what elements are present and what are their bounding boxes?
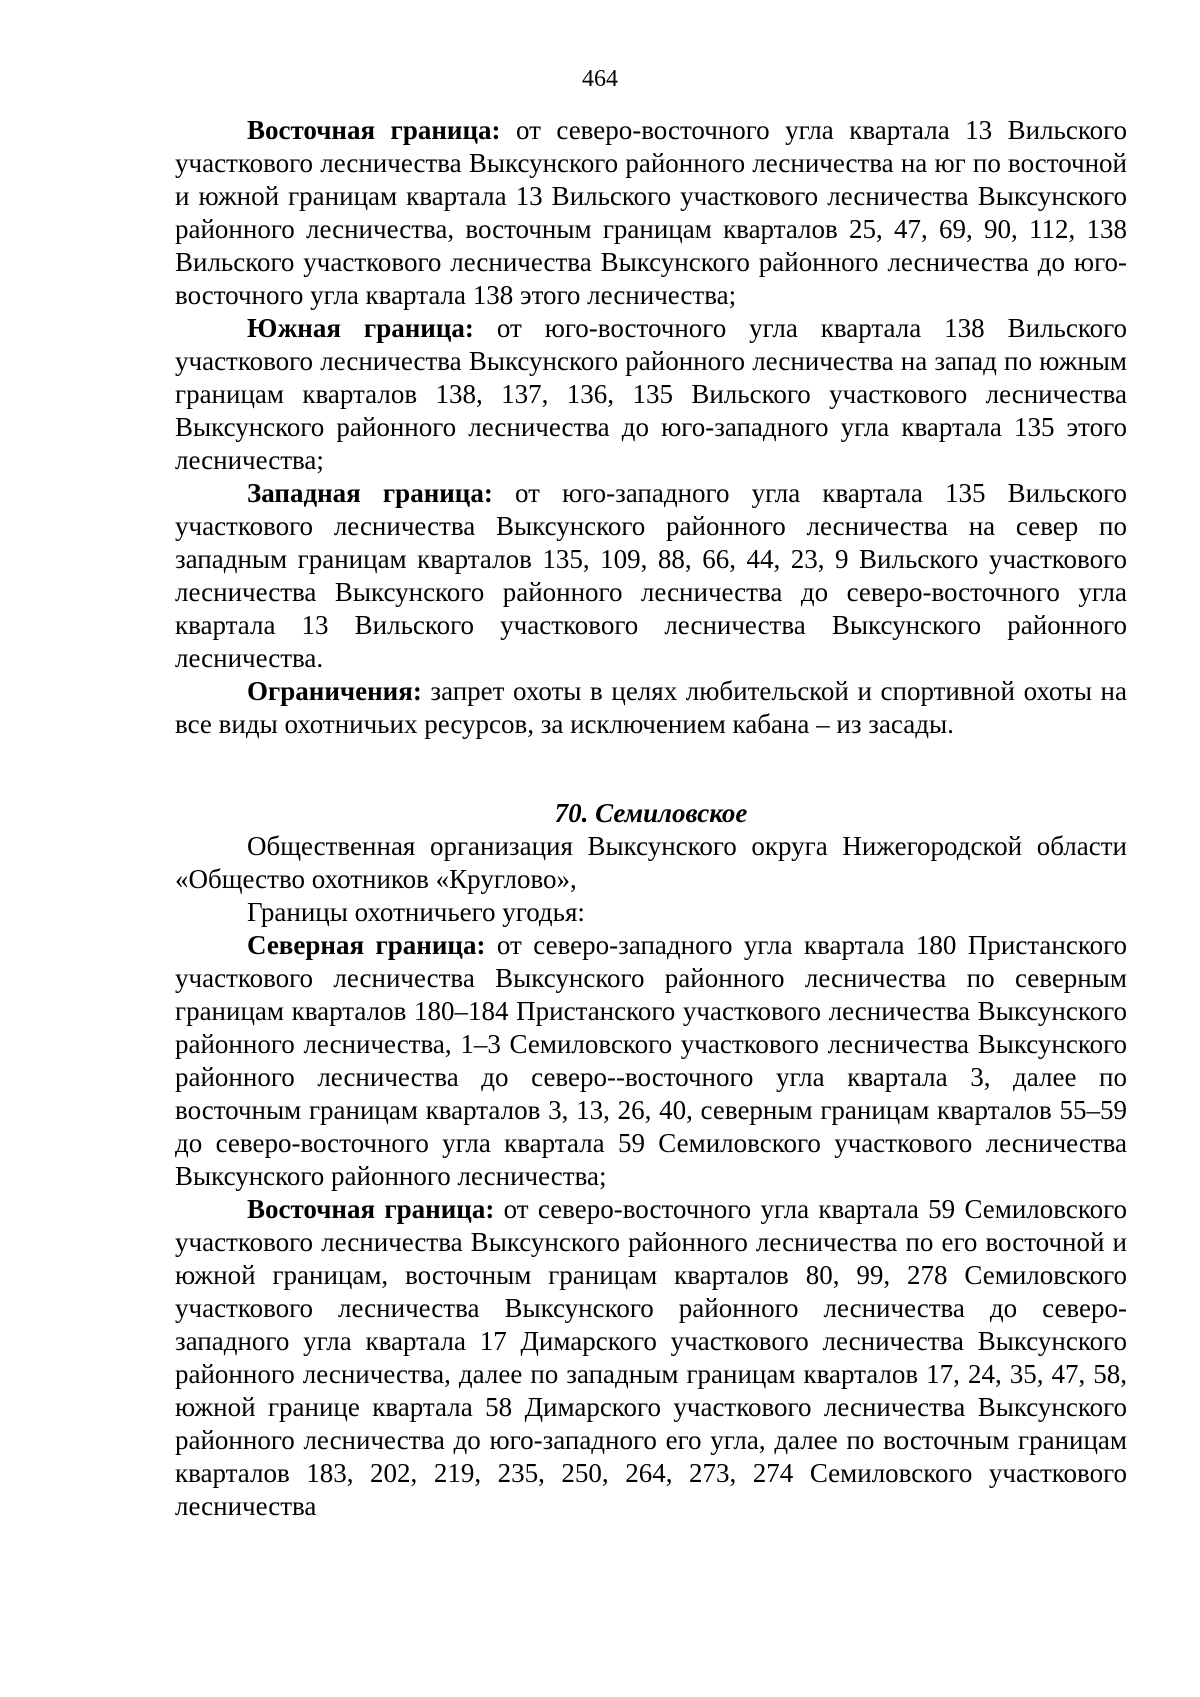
paragraph-text: от юго-западного угла квартала 135 Вильского участкового лесничества Выксунского районного лесничества на север по западным границам кварталов 135, 109, 88, 66, 44, 23, 9 Вильского участкового лесничества Выксунского районного лесничества до северо-восточного угла квартала 13 Вильского участкового лесничества Выксунского районного лесничества. [175, 478, 1127, 673]
paragraph-text: Границы охотничьего угодья: [247, 897, 585, 927]
paragraph-east-border-vilsky [175, 114, 1127, 312]
paragraph-label: Северная граница: [247, 930, 486, 960]
paragraph-label: Восточная граница: [247, 1194, 495, 1224]
paragraph-south-border-vilsky [175, 312, 1127, 477]
paragraph-west-border-vilsky [175, 477, 1127, 675]
paragraph-text: от северо-западного угла квартала 180 Пристанского участкового лесничества Выксунского районного лесничества по северным границам кварталов 180–184 Пристанского участкового лесничества Выксунского районного лесничества, 1–3 Семиловского участкового лесничества Выксунского районного лесничества до северо--восточного угла квартала 3, далее по восточным границам кварталов 3, 13, 26, 40, северным границам кварталов 55–59 до северо-восточного угла квартала 59 Семиловского участкового лесничества Выксунского районного лесничества; [175, 930, 1127, 1191]
paragraph-text: запрет охоты в целях любительской и спортивной охоты на все виды охотничьих ресурсов, за исключением кабана – из засады. [175, 676, 1127, 739]
document-body [175, 114, 1127, 1523]
paragraph-text: от северо-восточного угла квартала 13 Вильского участкового лесничества Выксунского районного лесничества на юг по восточной и южной границам квартала 13 Вильского участкового лесничества Выксунского районного лесничества, восточным границам кварталов 25, 47, 69, 90, 112, 138 Вильского участкового лесничества Выксунского районного лесничества до юго-восточного угла квартала 138 этого лесничества; [175, 115, 1127, 310]
paragraph-restrictions [175, 675, 1127, 741]
paragraph-east-border-semilovsky [175, 1193, 1127, 1523]
paragraph-borders-heading [175, 896, 1127, 929]
paragraph-label: Восточная граница: [247, 115, 501, 145]
paragraph-text: от северо-восточного угла квартала 59 Семиловского участкового лесничества Выксунского районного лесничества по его восточной и южной границам, восточным границам кварталов 80, 99, 278 Семиловского участкового лесничества Выксунского районного лесничества до северо-западного угла квартала 17 Димарского участкового лесничества Выксунского районного лесничества, далее по западным границам кварталов 17, 24, 35, 47, 58, южной границе квартала 58 Димарского участкового лесничества Выксунского районного лесничества до юго-западного его угла, далее по восточным границам кварталов 183, 202, 219, 235, 250, 264, 273, 274 Семиловского участкового лесничества [175, 1194, 1127, 1521]
paragraph-text: Общественная организация Выксунского округа Нижегородской области «Общество охотников «Круглово», [175, 831, 1127, 894]
paragraph-organization [175, 830, 1127, 896]
section-title: 70. Семиловское [554, 798, 748, 828]
paragraph-label: Южная граница: [247, 313, 474, 343]
page-number: 464 [582, 66, 618, 92]
paragraph-text: от юго-восточного угла квартала 138 Вильского участкового лесничества Выксунского районного лесничества на запад по южным границам кварталов 138, 137, 136, 135 Вильского участкового лесничества Выксунского районного лесничества до юго-западного угла квартала 135 этого лесничества; [175, 313, 1127, 475]
paragraph-north-border-semilovsky [175, 929, 1127, 1193]
paragraph-label: Западная граница: [247, 478, 493, 508]
paragraph-label: Ограничения: [247, 676, 422, 706]
